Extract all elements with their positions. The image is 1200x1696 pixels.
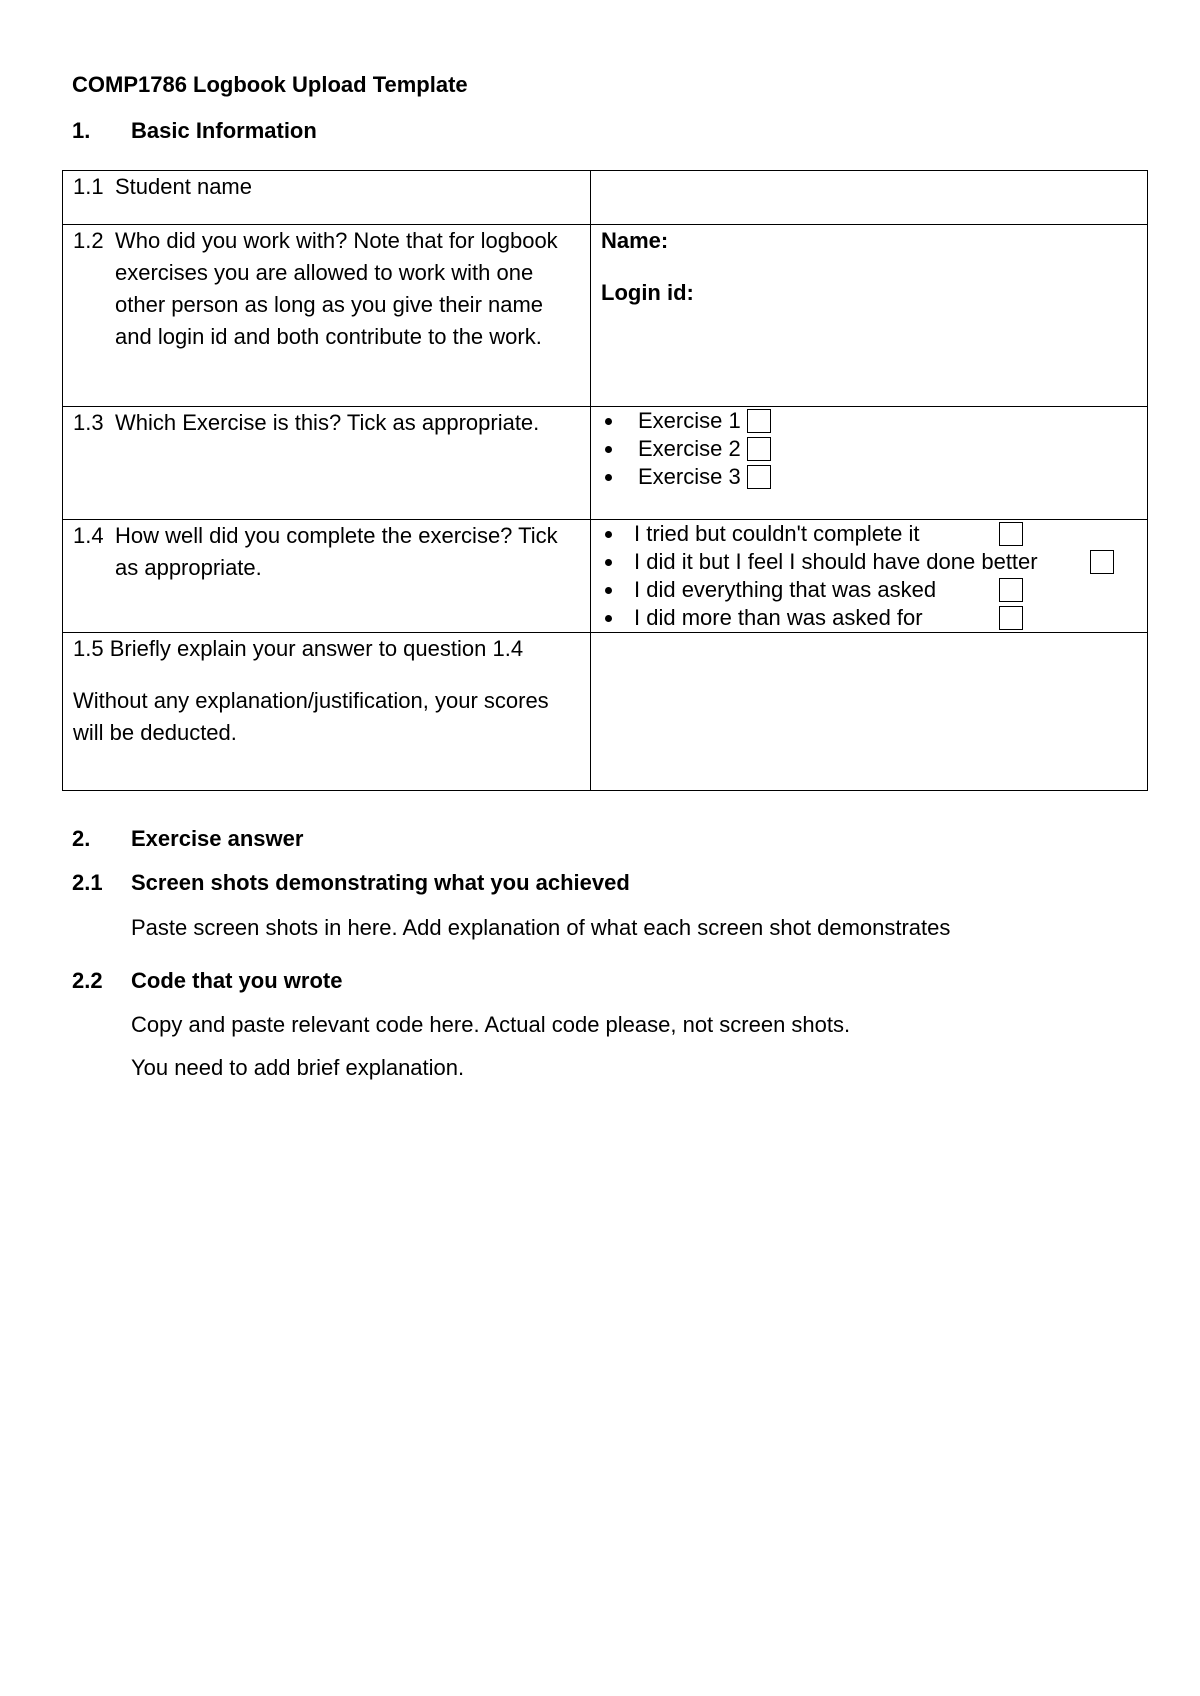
table-row-student-name: [63, 171, 1148, 225]
section-2-2-title: Code that you wrote: [131, 968, 343, 993]
completion-options-cell: [591, 520, 1148, 633]
completion-question-cell: [63, 520, 591, 633]
exercise-1-checkbox[interactable]: [747, 409, 771, 433]
list-item: [601, 435, 1137, 463]
section-2-2-number: 2.2: [72, 968, 103, 993]
bullet-icon: [605, 531, 612, 538]
completion-option-label: I did more than was asked for: [634, 605, 923, 630]
completion-question-text: How well did you complete the exercise? Tick as appropriate.: [115, 523, 558, 580]
table-row-explanation: [63, 633, 1148, 791]
section-2-1-number: 2.1: [72, 870, 103, 895]
bullet-icon: [605, 418, 612, 425]
exercise-options-cell: [591, 407, 1148, 520]
partner-answer-cell[interactable]: [591, 225, 1148, 407]
question-number: 1.2: [73, 228, 104, 253]
exercise-3-checkbox[interactable]: [747, 465, 771, 489]
completion-option-4-checkbox[interactable]: [999, 606, 1023, 630]
section-1-title: Basic Information: [131, 118, 317, 143]
exercise-option-label: Exercise 2: [638, 436, 741, 461]
completion-option-2-checkbox[interactable]: [1090, 550, 1114, 574]
student-name-label: Student name: [115, 174, 252, 199]
table-row-partner: [63, 225, 1148, 407]
explanation-warning-note: Without any explanation/justification, your scores will be deducted.: [73, 688, 549, 745]
student-name-answer-cell[interactable]: [591, 171, 1148, 225]
explanation-question-cell: [63, 633, 591, 791]
explanation-question-text: [73, 633, 580, 665]
question-number: 1.3: [73, 410, 104, 435]
bullet-icon: [605, 615, 612, 622]
question-number: 1.1: [73, 174, 104, 199]
section-2-1-instructions: Paste screen shots in here. Add explanation of what each screen shot demonstrates: [131, 915, 951, 940]
section-2-heading: [72, 826, 303, 852]
exercise-2-checkbox[interactable]: [747, 437, 771, 461]
section-2-1-heading: [72, 870, 630, 896]
completion-option-label: I did everything that was asked: [634, 577, 937, 602]
basic-information-table: [62, 170, 1148, 791]
bullet-icon: [605, 446, 612, 453]
bullet-icon: [605, 587, 612, 594]
list-item: [601, 463, 1137, 491]
partner-name-label: Name:: [601, 228, 669, 253]
table-row-completion: [63, 520, 1148, 633]
list-item: [601, 520, 1137, 548]
student-name-question-cell: [63, 171, 591, 225]
list-item: [601, 604, 1137, 632]
section-2-2-explanation-note: You need to add brief explanation.: [131, 1055, 465, 1080]
question-number: 1.4: [73, 523, 104, 548]
bullet-icon: [605, 474, 612, 481]
list-item: [601, 548, 1137, 576]
exercise-options-list: [601, 407, 1137, 491]
bullet-icon: [605, 559, 612, 566]
section-2-number: 2.: [72, 826, 91, 851]
section-2-title: Exercise answer: [131, 826, 304, 851]
question-number: 1.5: [73, 636, 104, 661]
completion-option-3-checkbox[interactable]: [999, 578, 1023, 602]
completion-option-label: I did it but I feel I should have done better: [634, 549, 1038, 574]
partner-question-cell: [63, 225, 591, 407]
partner-question-text: Who did you work with? Note that for logbook exercises you are allowed to work with one other person as long as you give their name and login id and both contribute to the work.: [115, 228, 558, 349]
explanation-answer-cell[interactable]: [591, 633, 1148, 791]
completion-option-label: I tried but couldn't complete it: [634, 521, 920, 546]
section-1-number: 1.: [72, 118, 91, 143]
list-item: [601, 576, 1137, 604]
section-2-2-heading: [72, 968, 342, 994]
section-1-heading: [72, 118, 317, 144]
exercise-option-label: Exercise 3: [638, 464, 741, 489]
document-title: COMP1786 Logbook Upload Template: [72, 72, 468, 97]
exercise-option-label: Exercise 1: [638, 408, 741, 433]
list-item: [601, 407, 1137, 435]
table-row-exercise-choice: [63, 407, 1148, 520]
exercise-question-text: Which Exercise is this? Tick as appropriate.: [115, 410, 540, 435]
completion-option-1-checkbox[interactable]: [999, 522, 1023, 546]
completion-options-list: [601, 520, 1137, 632]
section-2-1-title: Screen shots demonstrating what you achieved: [131, 870, 630, 895]
explanation-question-label: Briefly explain your answer to question 1.4: [109, 636, 524, 661]
partner-login-id-label: Login id:: [601, 280, 694, 305]
exercise-question-cell: [63, 407, 591, 520]
section-2-2-instructions: Copy and paste relevant code here. Actual code please, not screen shots.: [131, 1012, 851, 1037]
